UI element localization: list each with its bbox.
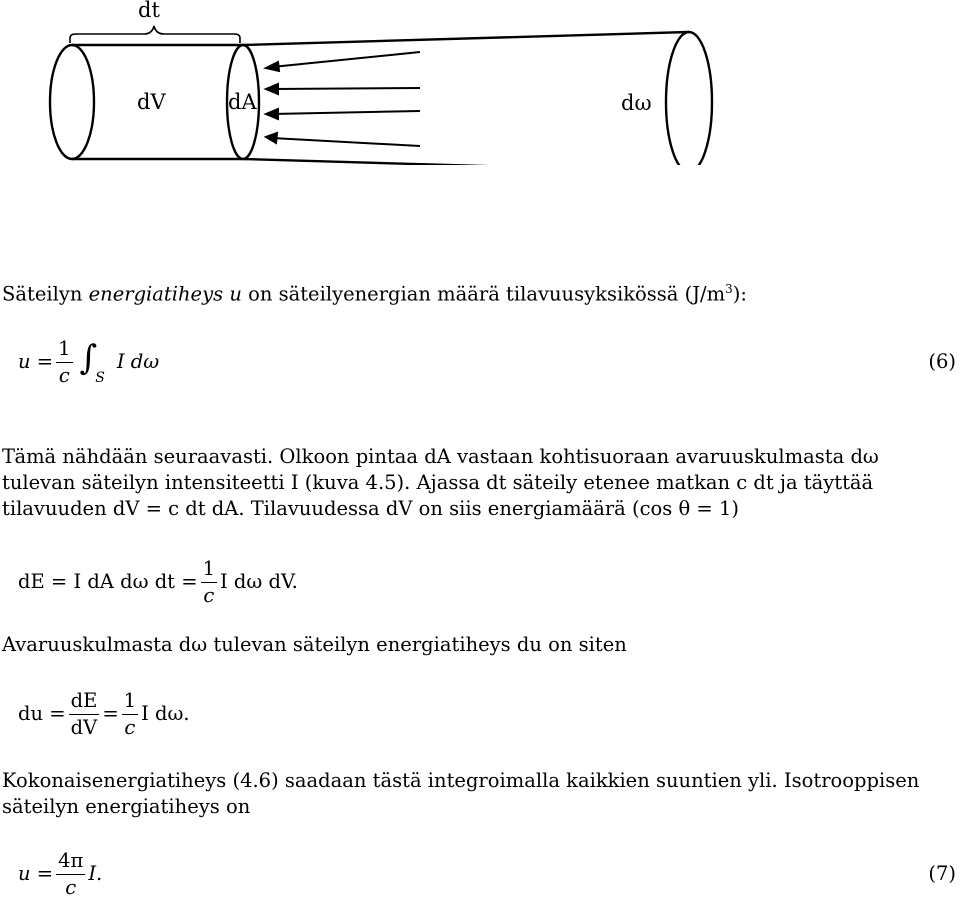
radiation-arrows [266,52,420,146]
beam-diagram [0,0,960,165]
eqdE-fraction: $\frac{1}{c}$ [202,557,215,607]
label-dA: dA [228,90,257,114]
eqdu-fraction-1: $\frac{dE}{dV}$ [70,689,98,739]
paragraph-definition: Säteilyn energiatiheys u on säteilyenergian määrä tilavuusyksikössä $(J/m^3)$: [2,282,747,306]
equation-7 [18,848,956,900]
label-domega: dω [621,91,652,115]
cone-bottom-line [243,159,689,165]
eqdE-rhs: I dω dV. [219,570,298,594]
eqdu-lhs: du = [18,702,66,726]
equation-number-7: (7) [928,862,956,885]
equation-dE [18,554,956,610]
label-dV: dV [137,90,166,114]
equation-du [18,686,956,742]
eqdu-rhs: I dω. [141,702,190,726]
eq7-rhs: I. [88,862,103,886]
eq7-fraction: $\frac{4\pi}{c}$ [58,849,84,899]
eq7-lhs: u = [18,862,54,886]
term-energiatiheys: energiatiheys [88,282,224,306]
integral-sign: ∫ [79,338,98,378]
equation-number-6: (6) [928,350,956,373]
eq6-lhs: u = [18,350,54,374]
paragraph-derivation: Tämä nähdään seuraavasti. Olkoon pintaa dA vastaan kohtisuoraan avaruuskulmasta dω tulevan säteilyn intensiteetti I (kuva 4.5). Ajassa dt säteily etenee matkan c dt ja täyttää tilavuuden dV = c dt dA. Tilavuudessa dV on siis energiamäärä (cos θ = 1) [2,445,879,520]
paragraph-direction: Avaruuskulmasta dω tulevan säteilyn energiatiheys du on siten [2,633,627,656]
cone-top-line [243,32,689,45]
dt-brace [70,26,240,43]
eqdu-fraction-2: $\frac{1}{c}$ [123,689,137,739]
eqdu-equals: = [102,702,119,726]
eq6-fraction: $\frac{1}{c}$ [58,337,71,387]
equation-6 [18,330,956,394]
eq6-rhs: I dω [116,350,160,374]
right-end-ellipse [666,32,712,165]
eqdE-lhs: dE = I dA dω dt = [18,570,198,594]
label-dt: dt [138,0,160,22]
paragraph-isotropic: Kokonaisenergiatiheys (4.6) saadaan tästä integroimalla kaikkien suuntien yli. Isotrooppisen säteilyn energiatiheys on [2,769,920,818]
left-end-ellipse [50,45,94,159]
integral-subscript: S [95,370,105,386]
